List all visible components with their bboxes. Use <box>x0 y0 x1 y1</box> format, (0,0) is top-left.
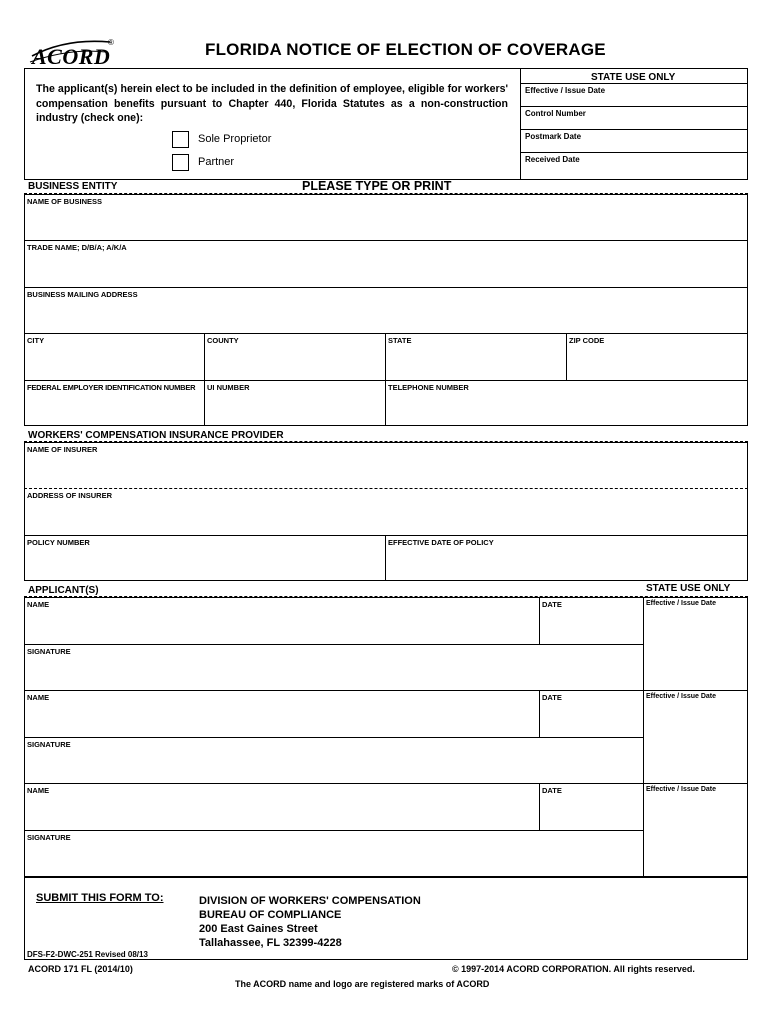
ui-number-label: UI NUMBER <box>207 383 250 392</box>
county-label: COUNTY <box>207 336 239 345</box>
applicant-2-name-label: NAME <box>27 693 50 702</box>
business-mailing-address-field[interactable] <box>24 287 748 333</box>
applicant-3-signature-label: SIGNATURE <box>27 833 71 842</box>
submit-this-form-to-label: SUBMIT THIS FORM TO: <box>36 892 164 904</box>
city-field[interactable] <box>24 333 204 380</box>
state-use-only-heading: STATE USE ONLY <box>591 72 676 83</box>
acord-form-id: ACORD 171 FL (2014/10) <box>28 964 133 974</box>
applicant-1-name-label: NAME <box>27 600 50 609</box>
state-use-control-number-field[interactable]: Control Number <box>525 109 586 118</box>
trade-name-field[interactable] <box>24 240 748 287</box>
partner-label: Partner <box>198 156 235 168</box>
please-type-or-print: PLEASE TYPE OR PRINT <box>302 179 452 193</box>
name-of-business-field[interactable] <box>24 194 748 240</box>
applicant-2-state-use-field[interactable] <box>643 690 748 783</box>
applicant-1-signature-field[interactable] <box>24 644 643 690</box>
applicant-2-signature-field[interactable] <box>24 737 643 783</box>
state-use-received-date-field[interactable]: Received Date <box>525 155 580 164</box>
insurance-provider-heading: WORKERS' COMPENSATION INSURANCE PROVIDER <box>28 430 284 441</box>
form-title: FLORIDA NOTICE OF ELECTION OF COVERAGE <box>205 40 606 59</box>
applicant-2-signature-label: SIGNATURE <box>27 740 71 749</box>
telephone-number-label: TELEPHONE NUMBER <box>388 383 469 392</box>
copyright-notice: © 1997-2014 ACORD CORPORATION. All rights reserved. <box>452 964 695 974</box>
applicant-2-state-use-label: Effective / Issue Date <box>646 693 717 700</box>
applicant-1-state-use-label: Effective / Issue Date <box>646 600 717 607</box>
business-mailing-address-label: BUSINESS MAILING ADDRESS <box>27 290 138 299</box>
sole-proprietor-checkbox[interactable] <box>172 131 189 148</box>
telephone-number-field[interactable] <box>385 380 748 426</box>
city-label: CITY <box>27 336 45 345</box>
applicant-1-date-field[interactable] <box>539 597 643 644</box>
submit-section <box>24 877 748 960</box>
applicant-3-signature-field[interactable] <box>24 830 643 877</box>
effective-date-of-policy-label: EFFECTIVE DATE OF POLICY <box>388 538 494 547</box>
applicant-3-state-use-field[interactable] <box>643 783 748 877</box>
applicant-1-state-use-field[interactable] <box>643 597 748 690</box>
address-of-insurer-field[interactable] <box>24 488 748 535</box>
acord-logo <box>26 36 118 68</box>
name-of-insurer-label: NAME OF INSURER <box>27 445 98 454</box>
applicant-1-name-field[interactable] <box>24 597 539 644</box>
logo-text: ACORD <box>32 44 111 69</box>
applicant-1-signature-label: SIGNATURE <box>27 647 71 656</box>
election-statement: The applicant(s) herein elect to be included in the definition of employee, eligible for workers' compensation benefits pursuant to Chapter 440, Florida Statutes as a non-construction industry (check one): <box>36 83 508 124</box>
trade-name-label: TRADE NAME; D/B/A; A/K/A <box>27 243 127 252</box>
applicant-3-date-label: DATE <box>542 786 562 795</box>
submit-address-line-2: BUREAU OF COMPLIANCE <box>199 909 342 921</box>
state-field[interactable] <box>385 333 566 380</box>
zip-code-label: ZIP CODE <box>569 336 605 345</box>
submit-address-line-1: DIVISION OF WORKERS' COMPENSATION <box>199 895 421 907</box>
state-use-postmark-date-field[interactable]: Postmark Date <box>525 132 582 141</box>
policy-number-label: POLICY NUMBER <box>27 538 90 547</box>
applicant-3-name-field[interactable] <box>24 783 539 830</box>
county-field[interactable] <box>204 333 385 380</box>
policy-number-field[interactable] <box>24 535 385 581</box>
applicant-2-name-field[interactable] <box>24 690 539 737</box>
zip-code-field[interactable] <box>566 333 748 380</box>
name-of-business-label: NAME OF BUSINESS <box>27 197 103 206</box>
address-of-insurer-label: ADDRESS OF INSURER <box>27 491 113 500</box>
state-use-effective-date-field[interactable]: Effective / Issue Date <box>525 86 606 95</box>
applicant-3-name-label: NAME <box>27 786 50 795</box>
applicants-heading: APPLICANT(S) <box>28 585 99 596</box>
state-label: STATE <box>388 336 412 345</box>
submit-address-line-4: Tallahassee, FL 32399-4228 <box>199 937 342 949</box>
applicant-2-date-field[interactable] <box>539 690 643 737</box>
applicants-state-use-only-heading: STATE USE ONLY <box>646 583 731 594</box>
trademark-notice: The ACORD name and logo are registered marks of ACORD <box>235 979 490 989</box>
partner-checkbox[interactable] <box>172 154 189 171</box>
applicant-3-state-use-label: Effective / Issue Date <box>646 786 717 793</box>
form-revision-code: DFS-F2-DWC-251 Revised 08/13 <box>27 950 148 959</box>
sole-proprietor-label: Sole Proprietor <box>198 133 272 145</box>
ui-number-field[interactable] <box>204 380 385 426</box>
applicant-3-date-field[interactable] <box>539 783 643 830</box>
name-of-insurer-field[interactable] <box>24 442 748 488</box>
applicant-1-date-label: DATE <box>542 600 562 609</box>
applicant-2-date-label: DATE <box>542 693 562 702</box>
fein-field[interactable] <box>24 380 204 426</box>
effective-date-of-policy-field[interactable] <box>385 535 748 581</box>
submit-address-line-3: 200 East Gaines Street <box>199 923 318 935</box>
business-entity-heading: BUSINESS ENTITY <box>28 181 118 192</box>
registered-mark: ® <box>108 38 114 47</box>
fein-label: FEDERAL EMPLOYER IDENTIFICATION NUMBER <box>27 383 196 392</box>
